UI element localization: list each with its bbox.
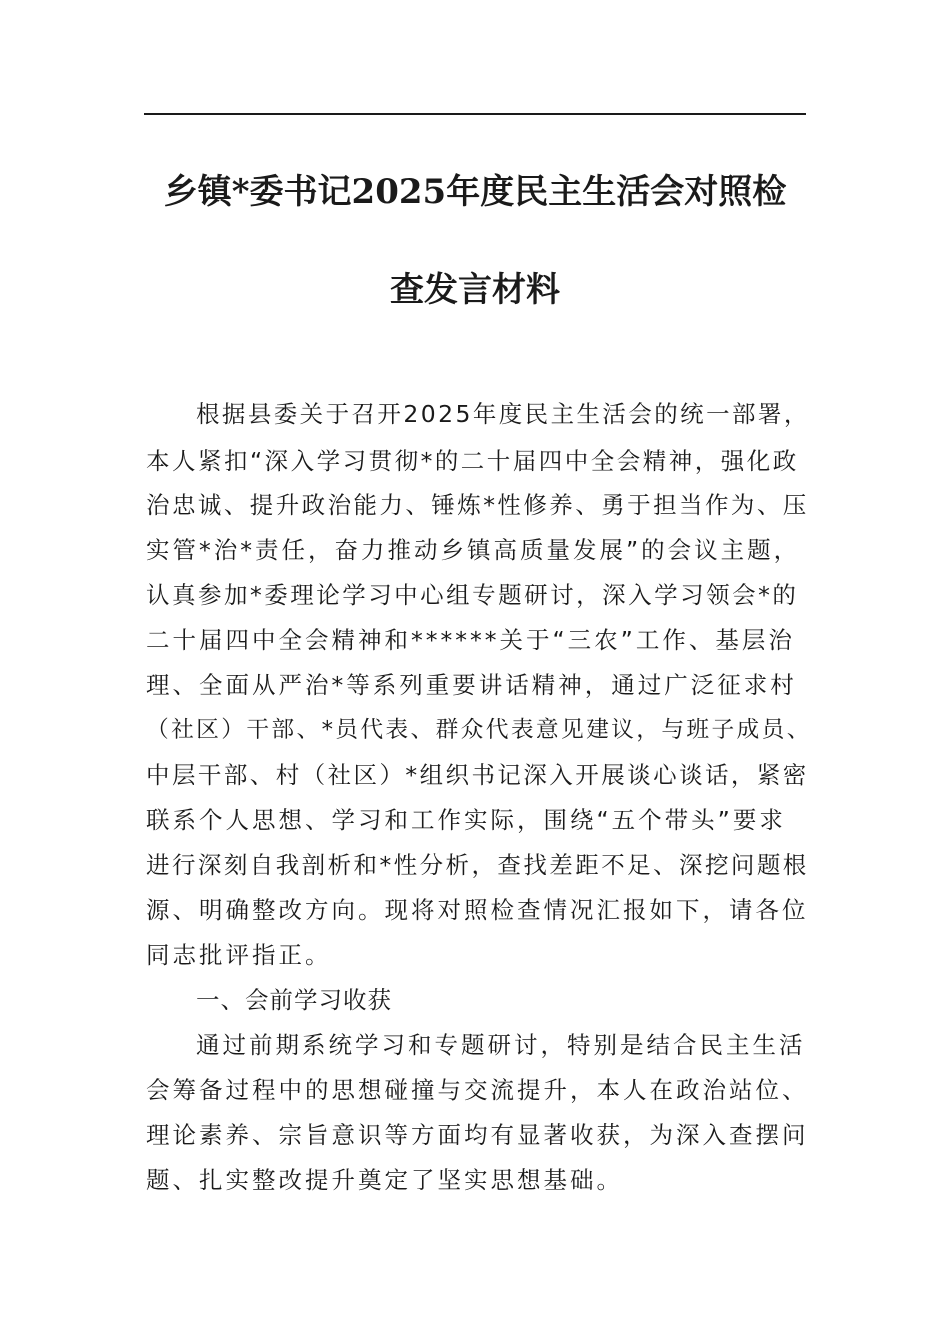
paragraph-line: 二十届四中全会精神和******关于“三农”工作、基层治 [146, 626, 795, 654]
paragraph-line: 进行深刻自我剖析和*性分析，查找差距不足、深挖问题根 [146, 851, 809, 879]
paragraph-line: 本人紧扣“深入学习贯彻*的二十届四中全会精神，强化政 [146, 447, 799, 475]
document-title-line-1: 乡镇*委书记2025年度民主生活会对照检 [163, 172, 787, 212]
paragraph-line: 治忠诚、提升政治能力、锤炼*性修养、勇于担当作为、压 [146, 491, 809, 519]
paragraph-line: （社区）干部、*员代表、群众代表意见建议，与班子成员、 [146, 717, 812, 743]
paragraph-line: 源、明确整改方向。现将对照检查情况汇报如下，请各位 [146, 896, 809, 924]
document-title-line-2: 查发言材料 [390, 270, 560, 310]
paragraph-line: 认真参加*委理论学习中心组专题研讨，深入学习领会*的 [146, 581, 799, 609]
header-rule [144, 113, 806, 115]
paragraph-line: 会筹备过程中的思想碰撞与交流提升，本人在政治站位、 [146, 1076, 809, 1104]
paragraph-line: 联系个人思想、学习和工作实际，围绕“五个带头”要求 [146, 806, 786, 834]
paragraph-line: 理论素养、宗旨意识等方面均有显著收获，为深入查摆问 [146, 1121, 809, 1149]
paragraph-line: 同志批评指正。 [146, 941, 332, 969]
paragraph-line: 通过前期系统学习和专题研讨，特别是结合民主生活 [196, 1031, 806, 1059]
paragraph-line: 实管*治*责任，奋力推动乡镇高质量发展”的会议主题， [146, 536, 801, 564]
paragraph-line: 理、全面从严治*等系列重要讲话精神，通过广泛征求村 [146, 671, 797, 699]
paragraph-line: 中层干部、村（社区）*组织书记深入开展谈心谈话，紧密 [146, 761, 809, 789]
section-heading: 一、会前学习收获 [196, 986, 392, 1014]
paragraph-line: 根据县委关于召开2025年度民主生活会的统一部署， [196, 400, 810, 428]
paragraph-line: 题、扎实整改提升奠定了坚实思想基础。 [146, 1166, 623, 1194]
